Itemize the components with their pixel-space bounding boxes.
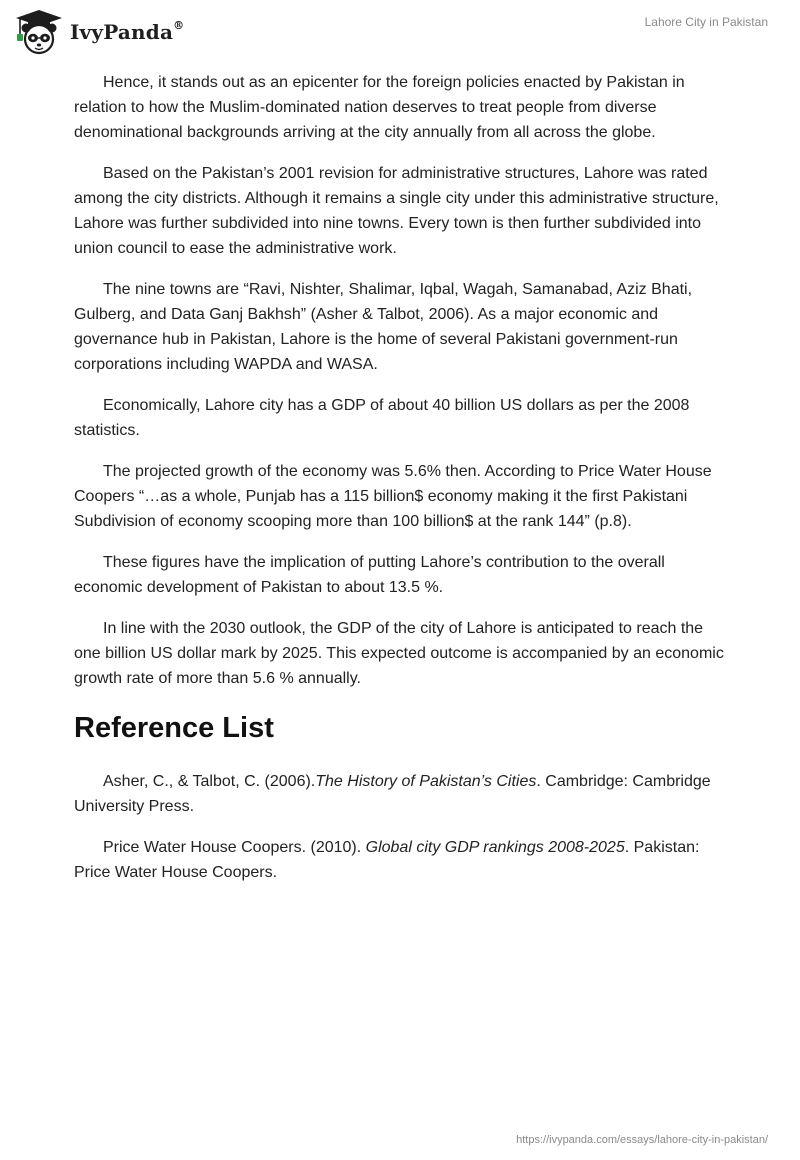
source-url[interactable]: https://ivypanda.com/essays/lahore-city-in-pakistan/ [516, 1134, 768, 1146]
body-paragraph: The nine towns are “Ravi, Nishter, Shalimar, Iqbal, Wagah, Samanabad, Aziz Bhati, Gulberg, and Data Ganj Bakhsh” (Asher & Talbot, 2006). As a major economic and governance hub in Pakistan, Lahore is the home of several Pakistani government-run corporations including WAPDA and WASA. [74, 281, 693, 373]
brand-name: IvyPanda® [70, 19, 185, 44]
ivypanda-logo[interactable] [14, 8, 184, 56]
body-paragraph: In line with the 2030 outlook, the GDP of the city of Lahore is anticipated to reach the one billion US dollar mark by 2025. This expected outcome is accompanied by an economic growth rate of more than 5.6 % annually. [74, 620, 724, 687]
reference-title: Global city GDP rankings 2008-2025 [365, 839, 625, 856]
panda-graduate-icon [14, 8, 64, 56]
body-paragraph: Hence, it stands out as an epicenter for the foreign policies enacted by Pakistan in relation to how the Muslim-dominated nation deserves to treat people from diverse denominational backgrounds arriving at the city annually from all across the globe. [74, 74, 685, 141]
reference-item: Price Water House Coopers. (2010). Global city GDP rankings 2008-2025. Pakistan: Price Water House Coopers. [74, 839, 700, 881]
body-paragraph: Economically, Lahore city has a GDP of about 40 billion US dollars as per the 2008 statistics. [74, 397, 690, 439]
reference-title: The History of Pakistan’s Cities [315, 773, 537, 790]
document-title: Lahore City in Pakistan [644, 15, 768, 29]
body-paragraph: The projected growth of the economy was 5.6% then. According to Price Water House Coopers “…as a whole, Punjab has a 115 billion$ economy making it the first Pakistani Subdivision of economy scooping more than 100 billion$ at the rank 144” (p.8). [74, 463, 712, 530]
essay-content [74, 70, 729, 901]
body-paragraph: These figures have the implication of putting Lahore’s contribution to the overall economic development of Pakistan to about 13.5 %. [74, 554, 665, 596]
reference-list-heading: Reference List [74, 712, 274, 744]
body-paragraph: Based on the Pakistan’s 2001 revision for administrative structures, Lahore was rated among the city districts. Although it remains a single city under this administrative structure, Lahore was further subdivided into nine towns. Every town is then further subdivided into union council to ease the administrative work. [74, 165, 719, 257]
reference-item: Asher, C., & Talbot, C. (2006).The History of Pakistan’s Cities. Cambridge: Cambridge University Press. [74, 773, 711, 815]
page-header [0, 0, 800, 64]
